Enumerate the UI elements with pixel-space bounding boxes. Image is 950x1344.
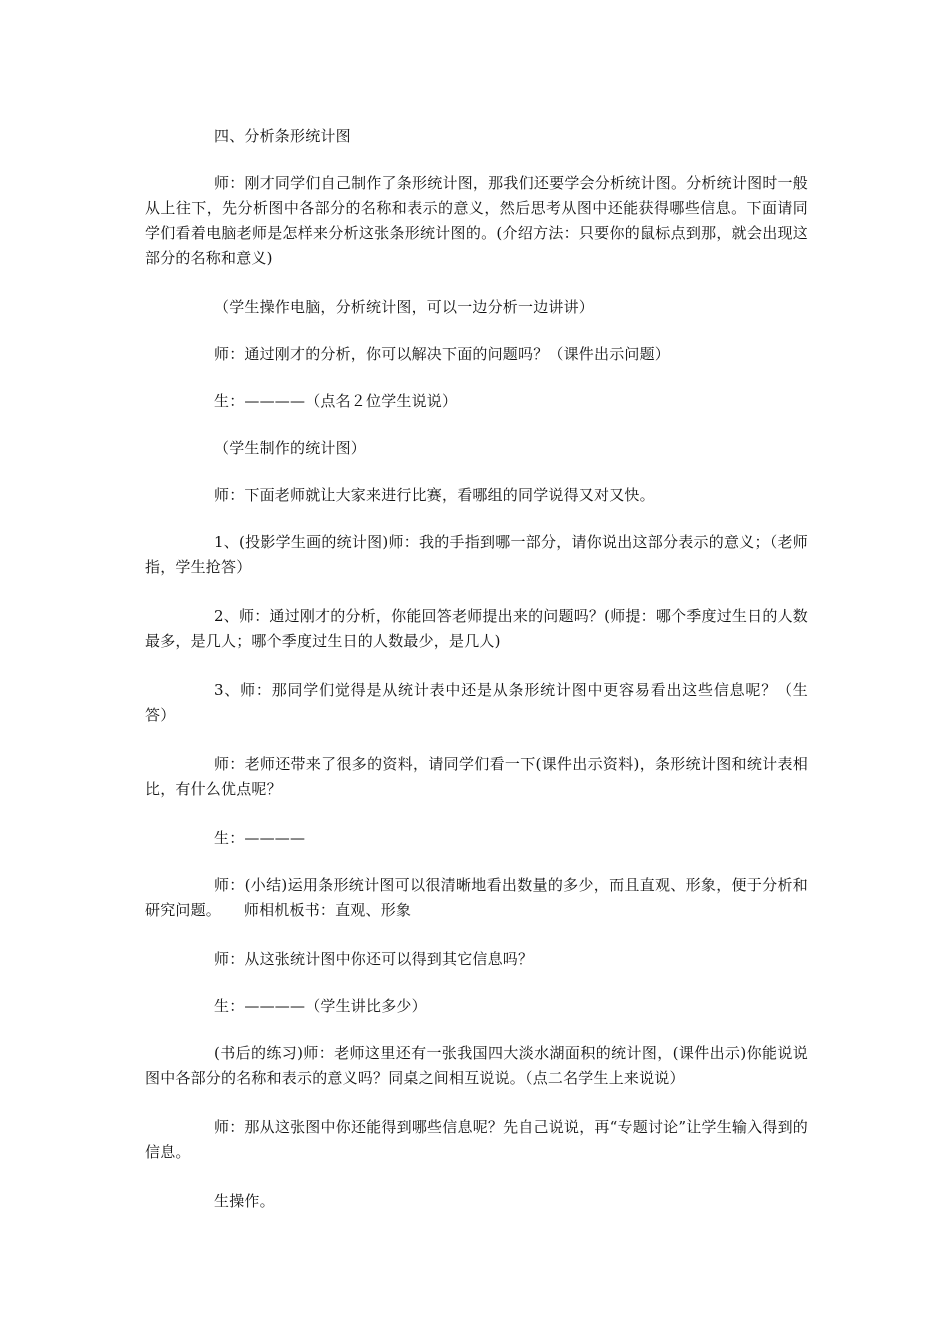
document-page: [145, 124, 808, 1236]
paragraph: 3、师：那同学们觉得是从统计表中还是从条形统计图中更容易看出这些信息呢？（生答）: [145, 681, 808, 724]
paragraph: 师：通过刚才的分析，你可以解决下面的问题吗？（课件出示问题）: [214, 345, 671, 363]
paragraph: 师：老师还带来了很多的资料，请同学们看一下(课件出示资料)，条形统计图和统计表相比，有什么优点呢？: [145, 755, 808, 798]
paragraph: （学生操作电脑，分析统计图，可以一边分析一边讲讲）: [214, 298, 595, 316]
paragraph: (书后的练习)师：老师这里还有一张我国四大淡水湖面积的统计图，(课件出示)你能说说图中各部分的名称和表示的意义吗？同桌之间相互说说。（点二名学生上来说说）: [145, 1044, 808, 1087]
section-heading: 四、分析条形统计图: [214, 127, 351, 145]
paragraph: （学生制作的统计图）: [214, 439, 367, 457]
paragraph: 2、师：通过刚才的分析，你能回答老师提出来的问题吗？(师提：哪个季度过生日的人数最多，是几人；哪个季度过生日的人数最少，是几人): [145, 607, 808, 650]
paragraph: 生：————（学生讲比多少）: [214, 997, 427, 1015]
paragraph: 师：从这张统计图中你还可以得到其它信息吗？: [214, 950, 534, 968]
paragraph: 师：那从这张图中你还能得到哪些信息呢？先自己说说，再“专题讨论”让学生输入得到的信息。: [145, 1118, 808, 1161]
paragraph: 师：(小结)运用条形统计图可以很清晰地看出数量的多少，而且直观、形象，便于分析和研究问题。 师相机板书：直观、形象: [145, 876, 808, 919]
paragraph: 生：————（点名２位学生说说）: [214, 392, 458, 410]
paragraph: 1、(投影学生画的统计图)师：我的手指到哪一部分，请你说出这部分表示的意义；（老师指，学生抢答）: [145, 533, 808, 576]
paragraph: 生：————: [214, 829, 306, 847]
paragraph: 生操作。: [214, 1192, 275, 1210]
paragraph: 师：刚才同学们自己制作了条形统计图，那我们还要学会分析统计图。分析统计图时一般从上往下，先分析图中各部分的名称和表示的意义，然后思考从图中还能获得哪些信息。下面请同学们看着电脑老师是怎样来分析这张条形统计图的。(介绍方法：只要你的鼠标点到那，就会出现这部分的名称和意义): [145, 174, 808, 267]
paragraph: 师：下面老师就让大家来进行比赛，看哪组的同学说得又对又快。: [214, 486, 655, 504]
